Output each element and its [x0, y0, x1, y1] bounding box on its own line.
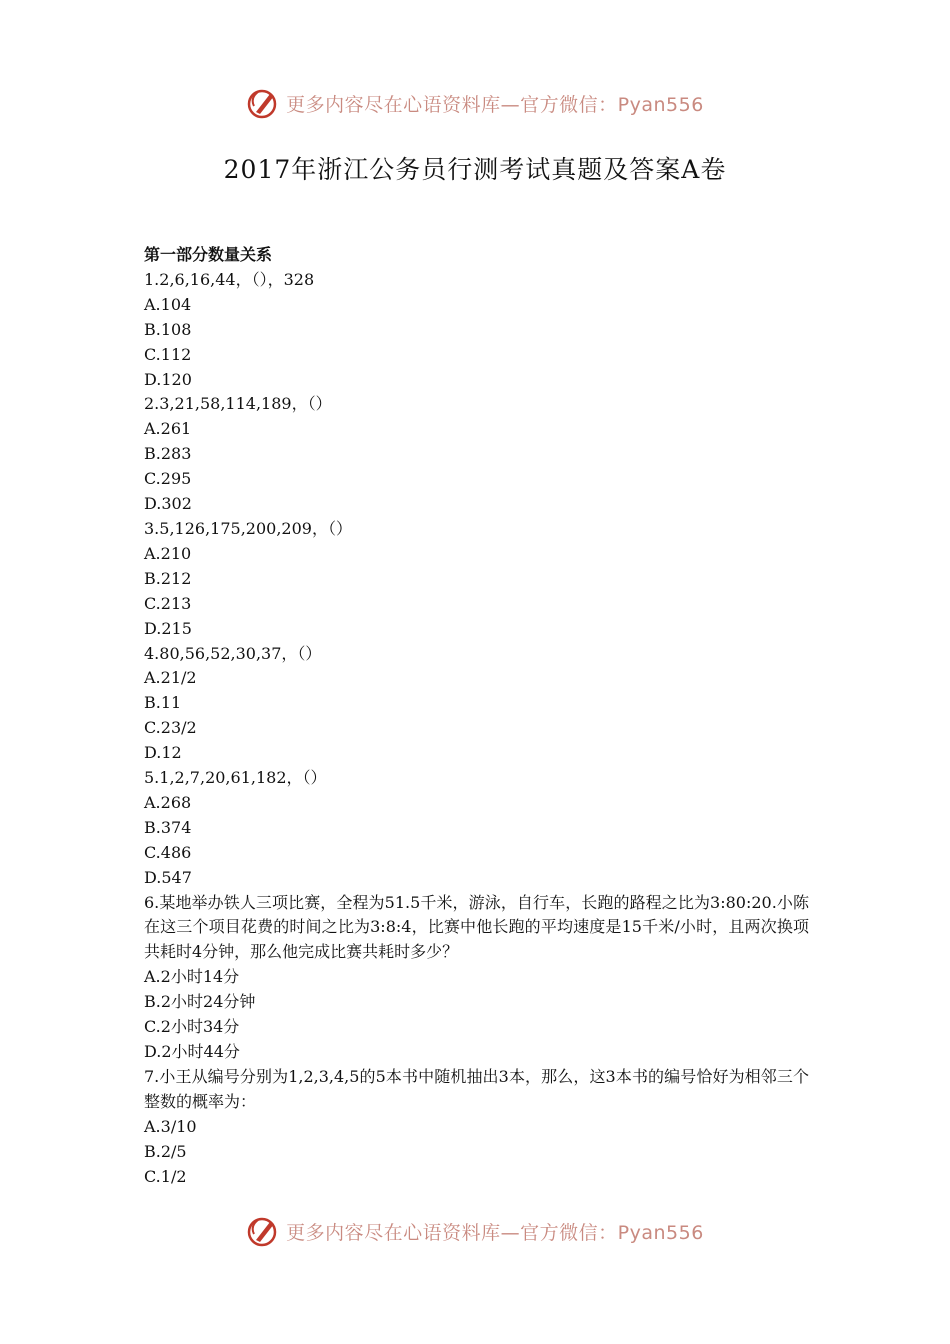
question-stem: 4.80,56,52,30,37，（） — [144, 643, 322, 663]
footer-watermark — [0, 1211, 950, 1251]
answer-option: C.112 — [144, 344, 192, 364]
answer-option: C.213 — [144, 593, 192, 613]
answer-option: B.374 — [144, 817, 192, 837]
answer-option: A.210 — [144, 543, 192, 563]
question-stem: 1.2,6,16,44，（），328 — [144, 269, 315, 289]
watermark-text: 更多内容尽在心语资料库—官方微信：Pyan556 — [286, 1221, 704, 1244]
question-stem: 5.1,2,7,20,61,182，（） — [144, 768, 327, 788]
watermark-text: 更多内容尽在心语资料库—官方微信：Pyan556 — [286, 93, 704, 116]
answer-option: C.1/2 — [144, 1166, 187, 1186]
answer-option: D.547 — [144, 867, 192, 887]
document-body — [144, 243, 809, 1189]
answer-option: B.2/5 — [144, 1141, 187, 1161]
answer-option: C.295 — [144, 469, 192, 489]
header-watermark — [0, 83, 950, 123]
answer-option: A.21/2 — [144, 668, 197, 688]
pen-logo-icon — [246, 86, 280, 120]
answer-option: A.261 — [144, 419, 192, 439]
answer-option: D.120 — [144, 369, 192, 389]
answer-option: C.23/2 — [144, 718, 197, 738]
document-title: 2017年浙江公务员行测考试真题及答案A卷 — [223, 155, 727, 184]
question-stem: 7.小王从编号分别为1,2,3,4,5的5本书中随机抽出3本，那么，这3本书的编号恰好为相邻三个整数的概率为： — [144, 1066, 809, 1111]
answer-option: A.104 — [144, 294, 192, 314]
answer-option: B.283 — [144, 444, 192, 464]
answer-option: D.12 — [144, 743, 182, 763]
answer-option: D.215 — [144, 618, 192, 638]
answer-option: A.3/10 — [144, 1116, 197, 1136]
answer-option: D.302 — [144, 494, 192, 514]
section-title: 第一部分数量关系 — [144, 245, 273, 264]
question-stem: 3.5,126,175,200,209，（） — [144, 518, 352, 538]
answer-option: B.11 — [144, 693, 182, 713]
answer-option: A.268 — [144, 792, 192, 812]
answer-option: D.2小时44分 — [144, 1042, 240, 1061]
answer-option: B.108 — [144, 319, 192, 339]
answer-option: B.212 — [144, 568, 192, 588]
answer-option: A.2小时14分 — [144, 967, 240, 987]
question-stem: 6.某地举办铁人三项比赛，全程为51.5千米，游泳，自行车，长跑的路程之比为3:80:20.小陈在这三个项目花费的时间之比为3:8:4，比赛中他长跑的平均速度是15千米/小时，且两次换项共耗时4分钟，那么他完成比赛共耗时多少？ — [144, 892, 809, 962]
answer-option: B.2小时24分钟 — [144, 992, 256, 1012]
question-list — [144, 268, 809, 1190]
answer-option: C.486 — [144, 842, 192, 862]
question-stem: 2.3,21,58,114,189，（） — [144, 394, 332, 414]
pen-logo-icon — [246, 1214, 280, 1248]
answer-option: C.2小时34分 — [144, 1017, 240, 1037]
